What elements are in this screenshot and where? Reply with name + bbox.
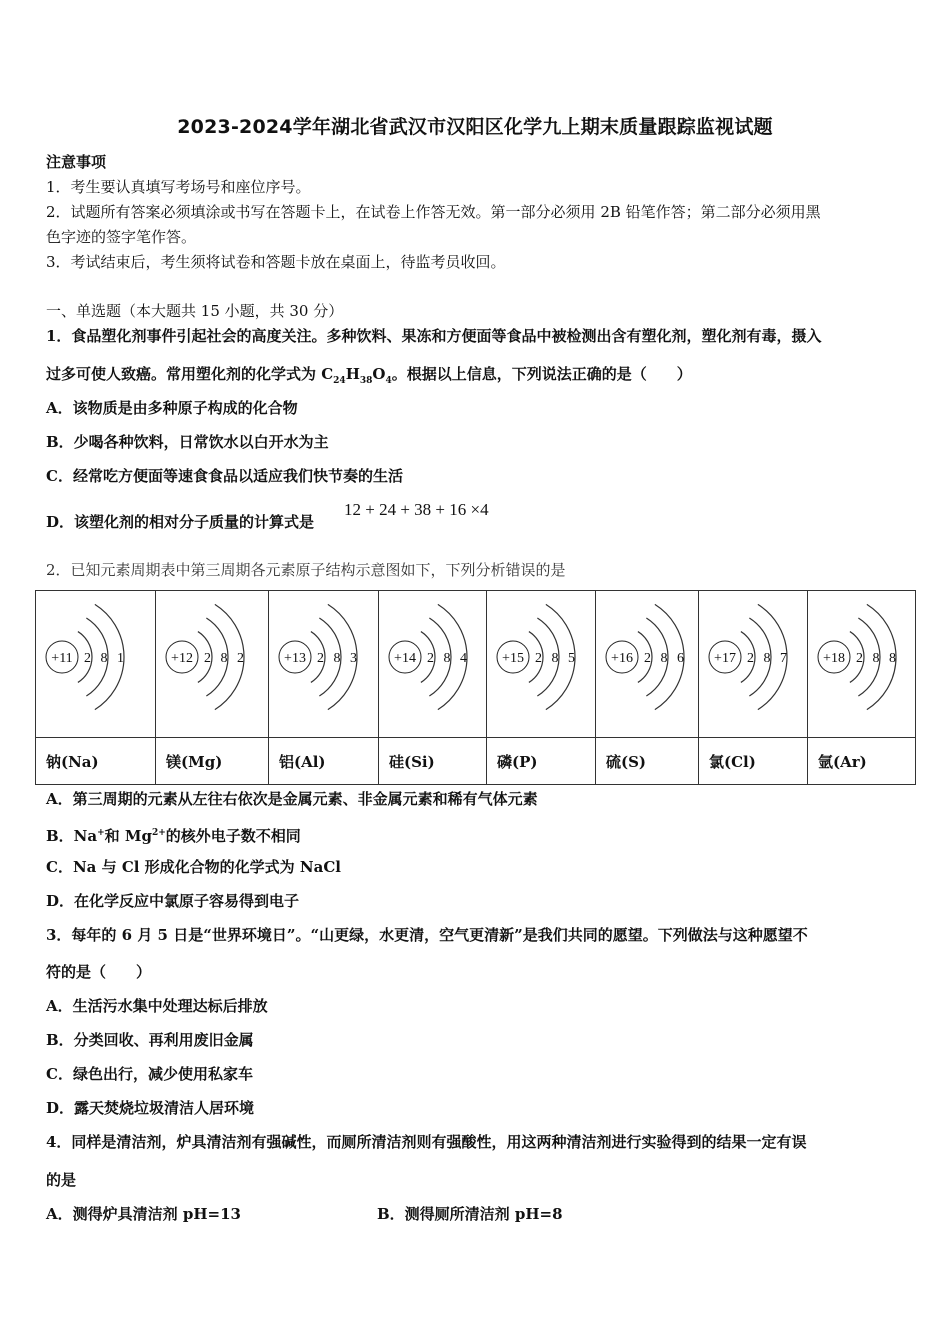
atom-cell [808,591,916,738]
electron-counts: 2 8 2 [204,651,247,666]
nucleus-charge: +14 [394,651,416,666]
element-name: 钠(Na) [36,738,156,785]
electron-counts: 2 8 6 [644,651,687,666]
element-name: 硫(S) [596,738,699,785]
q2-option-a: A．第三周期的元素从左往右依次是金属元素、非金属元素和稀有气体元素 [46,790,538,808]
notice-item-1: 1．考生要认真填写考场号和座位序号。 [46,178,311,196]
q2-option-d: D．在化学反应中氯原子容易得到电子 [46,892,300,910]
atom-diagram [699,591,799,731]
q3-option-c: C．绿色出行，减少使用私家车 [46,1065,253,1083]
atom-diagram [156,591,256,731]
notice-item-3: 3．考试结束后，考生须将试卷和答题卡放在桌面上，待监考员收回。 [46,253,506,271]
atom-cell [269,591,379,738]
nucleus-charge: +11 [51,651,73,666]
q4-stem-line1: 4．同样是清洁剂，炉具清洁剂有强碱性，而厕所清洁剂则有强酸性，用这两种清洁剂进行实验得到的结果一定有误 [46,1133,807,1151]
electron-counts: 2 8 7 [747,651,790,666]
element-name: 镁(Mg) [156,738,269,785]
electron-counts: 2 8 1 [84,651,127,666]
element-name: 硅(Si) [379,738,487,785]
nucleus-charge: +12 [171,651,193,666]
nucleus-charge: +13 [284,651,306,666]
element-name: 氯(Cl) [699,738,808,785]
atom-diagram [379,591,479,731]
exam-title: 2023-2024学年湖北省武汉市汉阳区化学九上期末质量跟踪监视试题 [177,116,773,138]
atom-cell [36,591,156,738]
q3-option-d: D．露天焚烧垃圾清洁人居环境 [46,1099,255,1117]
q3-option-b: B．分类回收、再利用废旧金属 [46,1031,254,1049]
q4-stem-line2: 的是 [46,1171,77,1189]
notice-item-2-cont: 色字迹的签字笔作答。 [46,228,197,246]
electron-counts: 2 8 4 [427,651,470,666]
electron-counts: 2 8 8 [856,651,899,666]
q2-option-b: B．Na+和 $Mg^{2+}$的核外电子数不相同 [46,827,301,845]
atom-cell [596,591,699,738]
element-name: 铝(Al) [269,738,379,785]
atom-diagram [487,591,587,731]
atom-diagram [269,591,369,731]
atom-cell [156,591,269,738]
atom-name-row [36,738,916,785]
section-heading: 一、单选题（本大题共 15 小题，共 30 分） [46,302,344,320]
electron-counts: 2 8 5 [535,651,578,666]
q1-option-b: B．少喝各种饮料，日常饮水以白开水为主 [46,433,329,451]
atom-diagram [36,591,136,731]
q3-stem-line2: 符的是（ ） [46,963,152,981]
q2-stem: 2．已知元素周期表中第三周期各元素原子结构示意图如下，下列分析错误的是 [46,561,566,579]
q3-stem-line1: 3．每年的 6 月 5 日是“世界环境日”。“山更绿，水更清，空气更清新”是我们共同的愿望。下列做法与这种愿望不 [46,926,808,944]
q3-option-a: A．生活污水集中处理达标后排放 [46,997,268,1015]
q2-option-c: C．Na 与 Cl 形成化合物的化学式为 NaCl [46,858,341,876]
q4-option-a: A．测得炉具清洁剂 pH=13 [46,1205,241,1223]
nucleus-charge: +18 [823,651,845,666]
notice-item-2: 2．试题所有答案必须填涂或书写在答题卡上，在试卷上作答无效。第一部分必须用 2B 铅笔作答；第二部分必须用黑 [46,203,821,221]
notice-heading: 注意事项 [46,153,107,171]
atom-structure-table [35,590,916,785]
atom-diagram [808,591,908,731]
q1-stem-line2: 过多可使人致癌。常用塑化剂的化学式为 $C_{24}H_{38}O_4$。根据以上信息，下列说法正确的是（ ） [46,365,692,386]
atom-cell [487,591,596,738]
nucleus-charge: +17 [714,651,736,666]
q1-option-d: D．该塑化剂的相对分子质量的计算式是 [46,513,315,531]
q1-option-a: A．该物质是由多种原子构成的化合物 [46,399,298,417]
q1-option-c: C．经常吃方便面等速食食品以适应我们快节奏的生活 [46,467,403,485]
atom-diagram-row [36,591,916,738]
electron-counts: 2 8 3 [317,651,360,666]
atom-cell [699,591,808,738]
atom-cell [379,591,487,738]
q1-stem-line1: 1．食品塑化剂事件引起社会的高度关注。多种饮料、果冻和方便面等食品中被检测出含有塑化剂，塑化剂有毒，摄入 [46,327,822,345]
element-name: 磷(P) [487,738,596,785]
nucleus-charge: +16 [611,651,633,666]
nucleus-charge: +15 [502,651,524,666]
q4-option-b: B．测得厕所清洁剂 pH=8 [377,1205,563,1223]
element-name: 氩(Ar) [808,738,916,785]
atom-diagram [596,591,696,731]
q1-formula: 12 + 24 + 38 + 16 ×4 [344,500,489,519]
